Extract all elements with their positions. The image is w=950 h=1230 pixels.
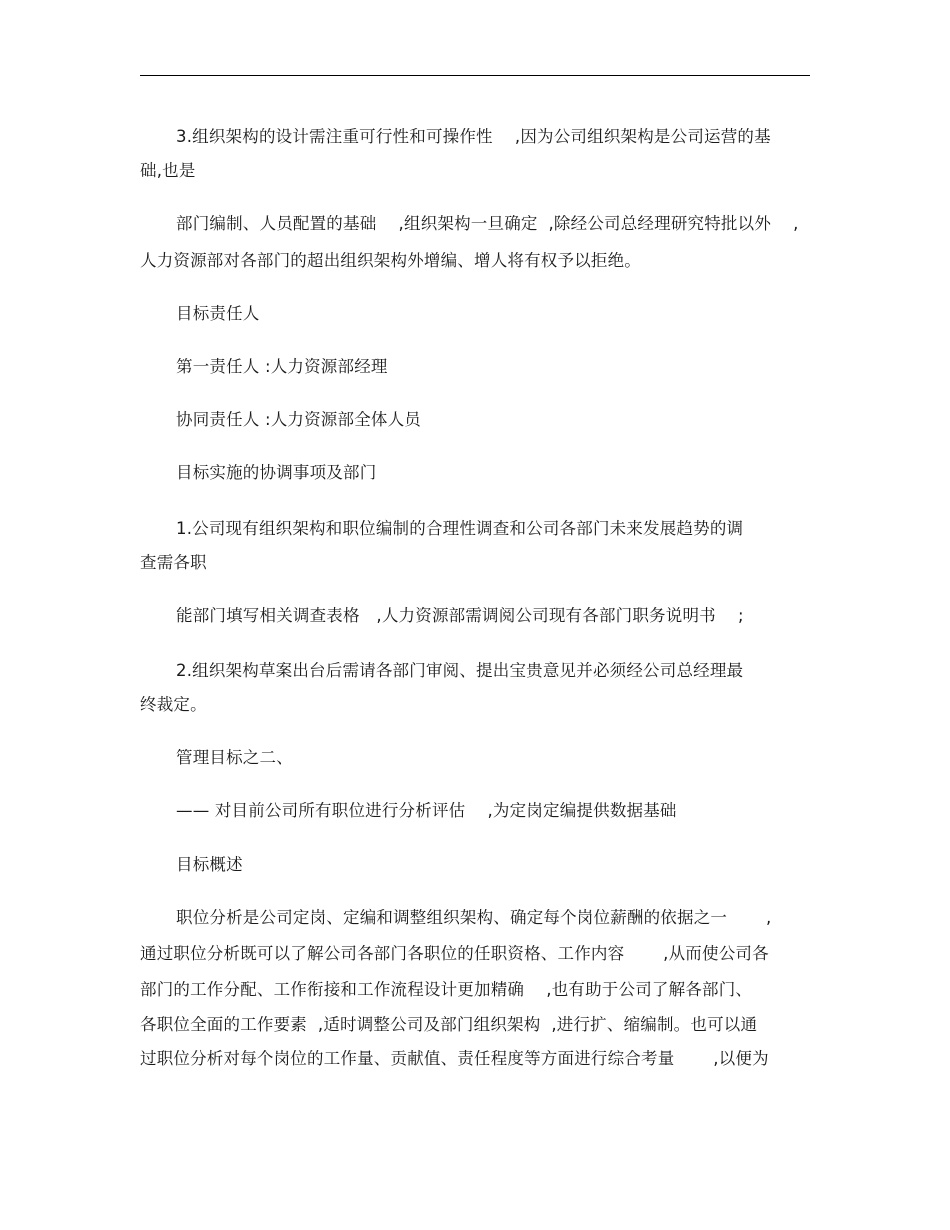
section-heading: 目标概述: [176, 855, 243, 874]
paragraph-line: 1.公司现有组织架构和职位编制的合理性调查和公司各部门未来发展趋势的调: [176, 519, 744, 538]
paragraph-line: 过职位分析对每个岗位的工作量、贡献值、责任程度等方面进行综合考量 ,以便为: [140, 1049, 769, 1068]
paragraph-line: 查需各职: [140, 553, 207, 572]
subheading: —— 对目前公司所有职位进行分析评估 ,为定岗定编提供数据基础: [176, 801, 677, 820]
paragraph-line: 各职位全面的工作要素 ,适时调整公司及部门组织架构 ,进行扩、缩编制。也可以通: [140, 1015, 758, 1034]
paragraph-line: 协同责任人 :人力资源部全体人员: [176, 410, 422, 429]
paragraph-line: 础,也是: [140, 161, 196, 180]
paragraph-line: 能部门填写相关调查表格 ,人力资源部需调阅公司现有各部门职务说明书 ;: [176, 606, 744, 625]
paragraph-line: 部门编制、人员配置的基础 ,组织架构一旦确定 ,除经公司总经理研究特批以外 ,: [176, 214, 799, 233]
paragraph-line: 职位分析是公司定岗、定编和调整组织架构、确定每个岗位薪酬的依据之一 ,: [176, 908, 772, 927]
paragraph-line: 人力资源部对各部门的超出组织架构外增编、增人将有权予以拒绝。: [140, 251, 641, 270]
paragraph-line: 第一责任人 :人力资源部经理: [176, 357, 388, 376]
section-heading: 目标责任人: [176, 304, 260, 323]
paragraph-line: 部门的工作分配、工作衔接和工作流程设计更加精确 ,也有助于公司了解各部门、: [140, 980, 753, 999]
paragraph-line: 通过职位分析既可以了解公司各部门各职位的任职资格、工作内容 ,从而使公司各: [140, 944, 769, 963]
section-heading: 目标实施的协调事项及部门: [176, 463, 377, 482]
paragraph-line: 终裁定。: [140, 695, 207, 714]
header-rule: [140, 75, 810, 76]
paragraph-line: 3.组织架构的设计需注重可行性和可操作性 ,因为公司组织架构是公司运营的基: [176, 127, 771, 146]
section-heading: 管理目标之二、: [176, 748, 293, 767]
paragraph-line: 2.组织架构草案出台后需请各部门审阅、提出宝贵意见并必须经公司总经理最: [176, 661, 744, 680]
